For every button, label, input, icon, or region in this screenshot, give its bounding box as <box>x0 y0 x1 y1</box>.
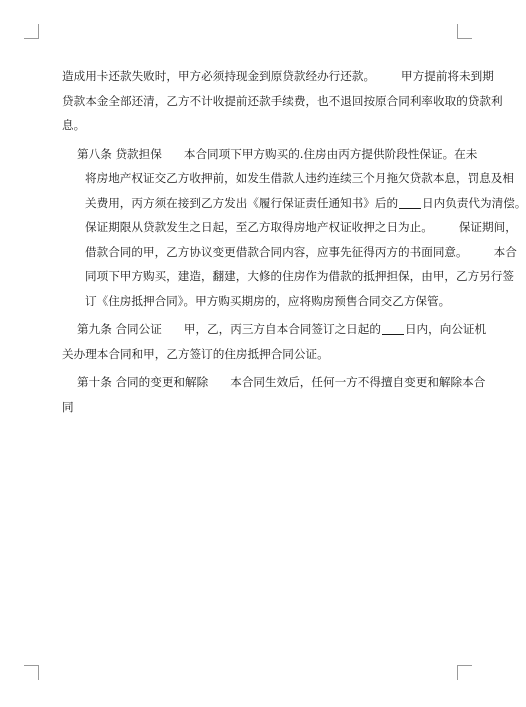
crop-mark-bottom-right <box>457 665 472 680</box>
article-heading: 第九条 合同公证 <box>77 322 162 336</box>
crop-mark-top-left <box>24 24 39 39</box>
crop-mark-bottom-left <box>24 665 39 680</box>
article-10-amendment-termination <box>62 370 486 419</box>
text-line: 第十条 合同的变更和解除 本合同生效后，任何一方不得擅自变更和解除本合 <box>77 375 486 389</box>
text-line: 同项下甲方购买，建造，翻建，大修的住房作为借款的抵押担保，由甲，乙方另行签 <box>85 269 514 283</box>
text-line: 借款合同的甲，乙方协议变更借款合同内容，应事先征得丙方的书面同意。 本合 <box>85 244 517 259</box>
text-line: 第八条 贷款担保 本合同项下甲方购买的.住房由丙方提供阶段性保证。在未 <box>77 146 478 161</box>
text-line: 同 <box>62 399 74 414</box>
text-line: 保证期限从贷款发生之日起，至乙方取得房地产权证收押之日为止。 保证期间， <box>85 220 517 234</box>
paragraph-repayment <box>62 64 503 138</box>
article-heading: 第十条 合同的变更和解除 <box>77 375 209 389</box>
article-heading: 第八条 贷款担保 <box>77 146 162 161</box>
blank-field <box>382 322 404 335</box>
text-line: 订《住房抵押合同》。甲方购买期房的，应将购房预售合同交乙方保管。 <box>85 293 451 308</box>
text-line: 第九条 合同公证 甲，乙，丙三方自本合同签订之日起的 日内，向公证机 <box>77 322 487 336</box>
article-9-notarization <box>62 317 487 366</box>
text-line: 息。 <box>62 118 86 132</box>
text-line: 造成用卡还款失败时，甲方必须持现金到原贷款经办行还款。 甲方提前将未到期 <box>62 69 494 83</box>
crop-mark-top-right <box>457 24 472 39</box>
text-line: 将房地产权证交乙方收押前，如发生借款人违约连续三个月拖欠贷款本息，罚息及相 <box>85 171 514 185</box>
text-line: 关费用，丙方须在接到乙方发出《履行保证责任通知书》后的 日内负责代为清偿。 <box>85 195 526 210</box>
article-8-loan-guarantee <box>62 142 526 314</box>
text-line: 关办理本合同和甲，乙方签订的住房抵押合同公证。 <box>62 346 329 361</box>
document-body <box>62 64 526 423</box>
text-line: 贷款本金全部还清，乙方不计收提前还款手续费，也不退回按原合同利率收取的贷款利 <box>62 93 503 108</box>
blank-field <box>399 196 421 209</box>
